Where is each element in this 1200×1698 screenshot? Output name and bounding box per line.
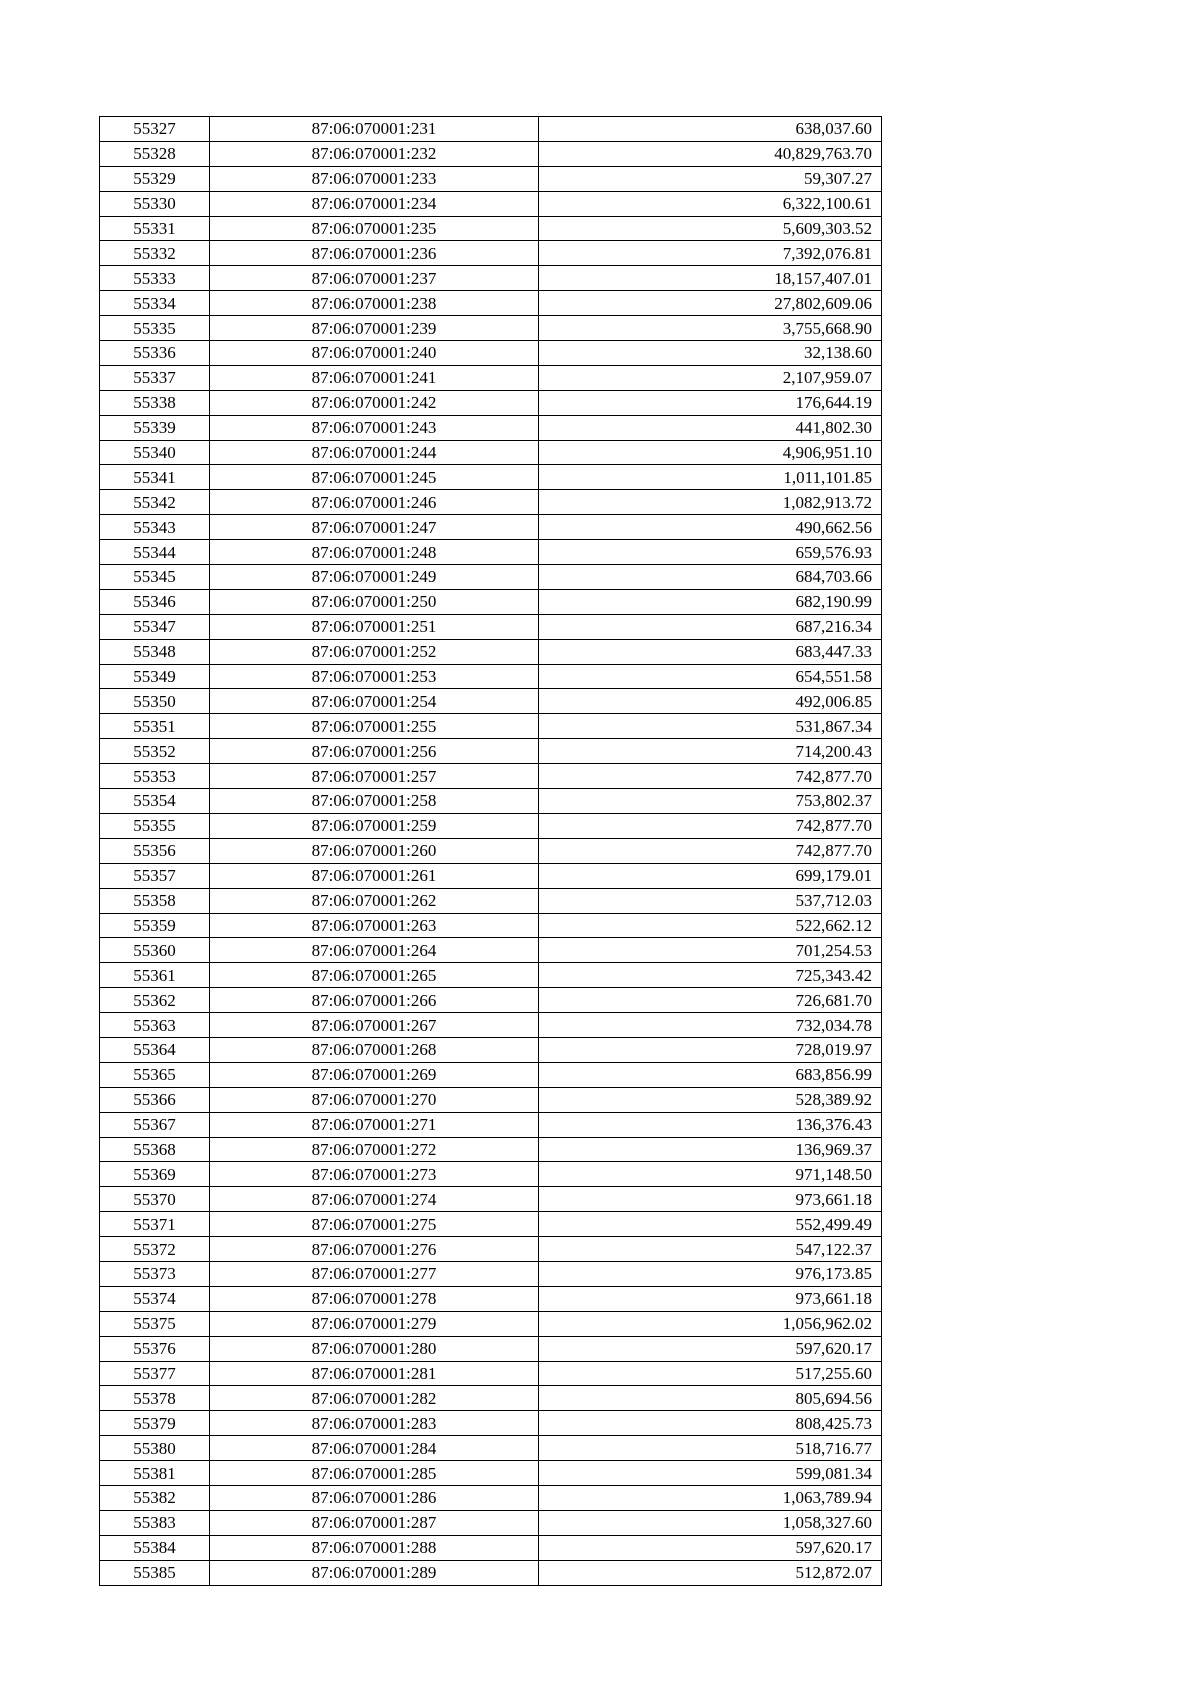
record-number-cell: 55385 xyxy=(100,1560,210,1585)
value-cell: 176,644.19 xyxy=(539,390,882,415)
record-number-cell: 55341 xyxy=(100,465,210,490)
value-cell: 638,037.60 xyxy=(539,117,882,142)
cadastral-number-cell: 87:06:070001:234 xyxy=(210,191,539,216)
record-number-cell: 55340 xyxy=(100,440,210,465)
table-row xyxy=(100,1386,882,1411)
cadastral-number-cell: 87:06:070001:251 xyxy=(210,614,539,639)
record-number-cell: 55353 xyxy=(100,764,210,789)
value-cell: 726,681.70 xyxy=(539,988,882,1013)
cadastral-number-cell: 87:06:070001:243 xyxy=(210,415,539,440)
cadastral-number-cell: 87:06:070001:236 xyxy=(210,241,539,266)
value-cell: 1,063,789.94 xyxy=(539,1485,882,1510)
table-row xyxy=(100,191,882,216)
record-number-cell: 55363 xyxy=(100,1013,210,1038)
value-cell: 725,343.42 xyxy=(539,963,882,988)
record-number-cell: 55356 xyxy=(100,838,210,863)
record-number-cell: 55364 xyxy=(100,1037,210,1062)
table-row xyxy=(100,490,882,515)
value-cell: 59,307.27 xyxy=(539,166,882,191)
cadastral-number-cell: 87:06:070001:267 xyxy=(210,1013,539,1038)
value-cell: 1,011,101.85 xyxy=(539,465,882,490)
cadastral-number-cell: 87:06:070001:261 xyxy=(210,863,539,888)
record-number-cell: 55366 xyxy=(100,1087,210,1112)
record-number-cell: 55350 xyxy=(100,689,210,714)
table-row xyxy=(100,589,882,614)
record-number-cell: 55379 xyxy=(100,1411,210,1436)
value-cell: 6,322,100.61 xyxy=(539,191,882,216)
table-row xyxy=(100,266,882,291)
record-number-cell: 55376 xyxy=(100,1336,210,1361)
table-row xyxy=(100,415,882,440)
record-number-cell: 55337 xyxy=(100,365,210,390)
table-row xyxy=(100,714,882,739)
record-number-cell: 55348 xyxy=(100,639,210,664)
table-row xyxy=(100,1062,882,1087)
record-number-cell: 55344 xyxy=(100,540,210,565)
record-number-cell: 55333 xyxy=(100,266,210,291)
record-number-cell: 55334 xyxy=(100,291,210,316)
value-cell: 701,254.53 xyxy=(539,938,882,963)
value-cell: 753,802.37 xyxy=(539,789,882,814)
cadastral-number-cell: 87:06:070001:284 xyxy=(210,1436,539,1461)
table-row xyxy=(100,1187,882,1212)
record-number-cell: 55342 xyxy=(100,490,210,515)
value-cell: 441,802.30 xyxy=(539,415,882,440)
value-cell: 684,703.66 xyxy=(539,565,882,590)
value-cell: 552,499.49 xyxy=(539,1212,882,1237)
value-cell: 7,392,076.81 xyxy=(539,241,882,266)
table-row xyxy=(100,1560,882,1585)
table-row xyxy=(100,764,882,789)
cadastral-number-cell: 87:06:070001:245 xyxy=(210,465,539,490)
cadastral-number-cell: 87:06:070001:249 xyxy=(210,565,539,590)
cadastral-number-cell: 87:06:070001:262 xyxy=(210,888,539,913)
value-cell: 976,173.85 xyxy=(539,1261,882,1286)
record-number-cell: 55371 xyxy=(100,1212,210,1237)
cadastral-number-cell: 87:06:070001:274 xyxy=(210,1187,539,1212)
record-number-cell: 55358 xyxy=(100,888,210,913)
table-row xyxy=(100,1286,882,1311)
table-row xyxy=(100,1485,882,1510)
table-row xyxy=(100,938,882,963)
record-number-cell: 55381 xyxy=(100,1461,210,1486)
record-number-cell: 55332 xyxy=(100,241,210,266)
table-row xyxy=(100,639,882,664)
cadastral-number-cell: 87:06:070001:256 xyxy=(210,739,539,764)
value-cell: 971,148.50 xyxy=(539,1162,882,1187)
cadastral-number-cell: 87:06:070001:239 xyxy=(210,316,539,341)
table-row xyxy=(100,390,882,415)
record-number-cell: 55375 xyxy=(100,1311,210,1336)
value-cell: 518,716.77 xyxy=(539,1436,882,1461)
record-number-cell: 55346 xyxy=(100,589,210,614)
value-cell: 4,906,951.10 xyxy=(539,440,882,465)
cadastral-number-cell: 87:06:070001:288 xyxy=(210,1535,539,1560)
table-row xyxy=(100,540,882,565)
record-number-cell: 55373 xyxy=(100,1261,210,1286)
table-row xyxy=(100,316,882,341)
cadastral-number-cell: 87:06:070001:277 xyxy=(210,1261,539,1286)
record-number-cell: 55360 xyxy=(100,938,210,963)
value-cell: 5,609,303.52 xyxy=(539,216,882,241)
record-number-cell: 55380 xyxy=(100,1436,210,1461)
cadastral-number-cell: 87:06:070001:264 xyxy=(210,938,539,963)
value-cell: 659,576.93 xyxy=(539,540,882,565)
table-row xyxy=(100,1461,882,1486)
value-cell: 1,082,913.72 xyxy=(539,490,882,515)
record-number-cell: 55367 xyxy=(100,1112,210,1137)
value-cell: 732,034.78 xyxy=(539,1013,882,1038)
record-number-cell: 55369 xyxy=(100,1162,210,1187)
table-row xyxy=(100,963,882,988)
cadastral-number-cell: 87:06:070001:242 xyxy=(210,390,539,415)
record-number-cell: 55345 xyxy=(100,565,210,590)
table-row xyxy=(100,689,882,714)
table-row xyxy=(100,465,882,490)
table-row xyxy=(100,838,882,863)
table-row xyxy=(100,1361,882,1386)
cadastral-number-cell: 87:06:070001:273 xyxy=(210,1162,539,1187)
cadastral-number-cell: 87:06:070001:270 xyxy=(210,1087,539,1112)
cadastral-number-cell: 87:06:070001:257 xyxy=(210,764,539,789)
value-cell: 136,969.37 xyxy=(539,1137,882,1162)
value-cell: 492,006.85 xyxy=(539,689,882,714)
table-row xyxy=(100,1237,882,1262)
cadastral-number-cell: 87:06:070001:248 xyxy=(210,540,539,565)
value-cell: 136,376.43 xyxy=(539,1112,882,1137)
cadastral-number-cell: 87:06:070001:232 xyxy=(210,141,539,166)
record-number-cell: 55377 xyxy=(100,1361,210,1386)
table-row xyxy=(100,241,882,266)
record-number-cell: 55329 xyxy=(100,166,210,191)
table-row xyxy=(100,117,882,142)
record-number-cell: 55331 xyxy=(100,216,210,241)
table-row xyxy=(100,1112,882,1137)
value-cell: 682,190.99 xyxy=(539,589,882,614)
table-row xyxy=(100,216,882,241)
value-cell: 547,122.37 xyxy=(539,1237,882,1262)
value-cell: 808,425.73 xyxy=(539,1411,882,1436)
record-number-cell: 55352 xyxy=(100,739,210,764)
value-cell: 3,755,668.90 xyxy=(539,316,882,341)
record-number-cell: 55357 xyxy=(100,863,210,888)
record-number-cell: 55370 xyxy=(100,1187,210,1212)
record-number-cell: 55355 xyxy=(100,813,210,838)
value-cell: 742,877.70 xyxy=(539,838,882,863)
table-row xyxy=(100,515,882,540)
value-cell: 742,877.70 xyxy=(539,813,882,838)
value-cell: 2,107,959.07 xyxy=(539,365,882,390)
record-number-cell: 55359 xyxy=(100,913,210,938)
cadastral-number-cell: 87:06:070001:246 xyxy=(210,490,539,515)
record-number-cell: 55349 xyxy=(100,664,210,689)
value-cell: 805,694.56 xyxy=(539,1386,882,1411)
cadastral-number-cell: 87:06:070001:250 xyxy=(210,589,539,614)
record-number-cell: 55351 xyxy=(100,714,210,739)
table-body xyxy=(100,117,882,1586)
cadastral-number-cell: 87:06:070001:285 xyxy=(210,1461,539,1486)
record-number-cell: 55374 xyxy=(100,1286,210,1311)
cadastral-number-cell: 87:06:070001:286 xyxy=(210,1485,539,1510)
record-number-cell: 55335 xyxy=(100,316,210,341)
table-row xyxy=(100,341,882,366)
value-cell: 687,216.34 xyxy=(539,614,882,639)
value-cell: 1,056,962.02 xyxy=(539,1311,882,1336)
cadastral-number-cell: 87:06:070001:252 xyxy=(210,639,539,664)
value-cell: 531,867.34 xyxy=(539,714,882,739)
table-row xyxy=(100,1013,882,1038)
cadastral-number-cell: 87:06:070001:253 xyxy=(210,664,539,689)
table-row xyxy=(100,1510,882,1535)
record-number-cell: 55372 xyxy=(100,1237,210,1262)
cadastral-number-cell: 87:06:070001:287 xyxy=(210,1510,539,1535)
record-number-cell: 55339 xyxy=(100,415,210,440)
table-row xyxy=(100,913,882,938)
cadastral-number-cell: 87:06:070001:271 xyxy=(210,1112,539,1137)
record-number-cell: 55330 xyxy=(100,191,210,216)
value-cell: 1,058,327.60 xyxy=(539,1510,882,1535)
cadastral-number-cell: 87:06:070001:280 xyxy=(210,1336,539,1361)
cadastral-number-cell: 87:06:070001:283 xyxy=(210,1411,539,1436)
table-row xyxy=(100,291,882,316)
value-cell: 699,179.01 xyxy=(539,863,882,888)
cadastral-number-cell: 87:06:070001:244 xyxy=(210,440,539,465)
table-row xyxy=(100,888,882,913)
value-cell: 528,389.92 xyxy=(539,1087,882,1112)
cadastral-number-cell: 87:06:070001:265 xyxy=(210,963,539,988)
table-row xyxy=(100,664,882,689)
cadastral-number-cell: 87:06:070001:275 xyxy=(210,1212,539,1237)
data-table xyxy=(99,116,882,1586)
value-cell: 40,829,763.70 xyxy=(539,141,882,166)
table-row xyxy=(100,1261,882,1286)
value-cell: 728,019.97 xyxy=(539,1037,882,1062)
cadastral-number-cell: 87:06:070001:276 xyxy=(210,1237,539,1262)
cadastral-number-cell: 87:06:070001:278 xyxy=(210,1286,539,1311)
cadastral-number-cell: 87:06:070001:281 xyxy=(210,1361,539,1386)
table-row xyxy=(100,1436,882,1461)
table-row xyxy=(100,1162,882,1187)
record-number-cell: 55328 xyxy=(100,141,210,166)
cadastral-number-cell: 87:06:070001:241 xyxy=(210,365,539,390)
cadastral-number-cell: 87:06:070001:259 xyxy=(210,813,539,838)
cadastral-number-cell: 87:06:070001:268 xyxy=(210,1037,539,1062)
record-number-cell: 55368 xyxy=(100,1137,210,1162)
table-row xyxy=(100,1137,882,1162)
table-row xyxy=(100,863,882,888)
cadastral-number-cell: 87:06:070001:231 xyxy=(210,117,539,142)
cadastral-number-cell: 87:06:070001:260 xyxy=(210,838,539,863)
table-row xyxy=(100,1212,882,1237)
table-row xyxy=(100,1336,882,1361)
value-cell: 512,872.07 xyxy=(539,1560,882,1585)
table-row xyxy=(100,789,882,814)
value-cell: 742,877.70 xyxy=(539,764,882,789)
cadastral-number-cell: 87:06:070001:247 xyxy=(210,515,539,540)
table-row xyxy=(100,365,882,390)
table-row xyxy=(100,565,882,590)
cadastral-number-cell: 87:06:070001:282 xyxy=(210,1386,539,1411)
table-row xyxy=(100,1087,882,1112)
table-row xyxy=(100,1535,882,1560)
cadastral-number-cell: 87:06:070001:269 xyxy=(210,1062,539,1087)
value-cell: 683,856.99 xyxy=(539,1062,882,1087)
cadastral-number-cell: 87:06:070001:266 xyxy=(210,988,539,1013)
table-row xyxy=(100,1311,882,1336)
cadastral-number-cell: 87:06:070001:235 xyxy=(210,216,539,241)
value-cell: 517,255.60 xyxy=(539,1361,882,1386)
cadastral-number-cell: 87:06:070001:233 xyxy=(210,166,539,191)
record-number-cell: 55383 xyxy=(100,1510,210,1535)
cadastral-number-cell: 87:06:070001:254 xyxy=(210,689,539,714)
value-cell: 18,157,407.01 xyxy=(539,266,882,291)
value-cell: 32,138.60 xyxy=(539,341,882,366)
cadastral-number-cell: 87:06:070001:255 xyxy=(210,714,539,739)
value-cell: 599,081.34 xyxy=(539,1461,882,1486)
cadastral-number-cell: 87:06:070001:238 xyxy=(210,291,539,316)
table-row xyxy=(100,614,882,639)
table-row xyxy=(100,988,882,1013)
table-row xyxy=(100,166,882,191)
table-row xyxy=(100,1037,882,1062)
value-cell: 597,620.17 xyxy=(539,1535,882,1560)
cadastral-number-cell: 87:06:070001:279 xyxy=(210,1311,539,1336)
table-row xyxy=(100,1411,882,1436)
value-cell: 537,712.03 xyxy=(539,888,882,913)
table-row xyxy=(100,141,882,166)
cadastral-number-cell: 87:06:070001:237 xyxy=(210,266,539,291)
record-number-cell: 55362 xyxy=(100,988,210,1013)
record-number-cell: 55378 xyxy=(100,1386,210,1411)
record-number-cell: 55338 xyxy=(100,390,210,415)
record-number-cell: 55365 xyxy=(100,1062,210,1087)
value-cell: 714,200.43 xyxy=(539,739,882,764)
cadastral-number-cell: 87:06:070001:289 xyxy=(210,1560,539,1585)
record-number-cell: 55347 xyxy=(100,614,210,639)
cadastral-number-cell: 87:06:070001:240 xyxy=(210,341,539,366)
table-row xyxy=(100,440,882,465)
value-cell: 683,447.33 xyxy=(539,639,882,664)
table-row xyxy=(100,739,882,764)
table-row xyxy=(100,813,882,838)
value-cell: 522,662.12 xyxy=(539,913,882,938)
record-number-cell: 55384 xyxy=(100,1535,210,1560)
record-number-cell: 55327 xyxy=(100,117,210,142)
record-number-cell: 55343 xyxy=(100,515,210,540)
cadastral-number-cell: 87:06:070001:272 xyxy=(210,1137,539,1162)
record-number-cell: 55382 xyxy=(100,1485,210,1510)
value-cell: 973,661.18 xyxy=(539,1286,882,1311)
value-cell: 27,802,609.06 xyxy=(539,291,882,316)
record-number-cell: 55354 xyxy=(100,789,210,814)
record-number-cell: 55336 xyxy=(100,341,210,366)
record-number-cell: 55361 xyxy=(100,963,210,988)
value-cell: 973,661.18 xyxy=(539,1187,882,1212)
value-cell: 597,620.17 xyxy=(539,1336,882,1361)
value-cell: 654,551.58 xyxy=(539,664,882,689)
value-cell: 490,662.56 xyxy=(539,515,882,540)
cadastral-number-cell: 87:06:070001:263 xyxy=(210,913,539,938)
cadastral-number-cell: 87:06:070001:258 xyxy=(210,789,539,814)
